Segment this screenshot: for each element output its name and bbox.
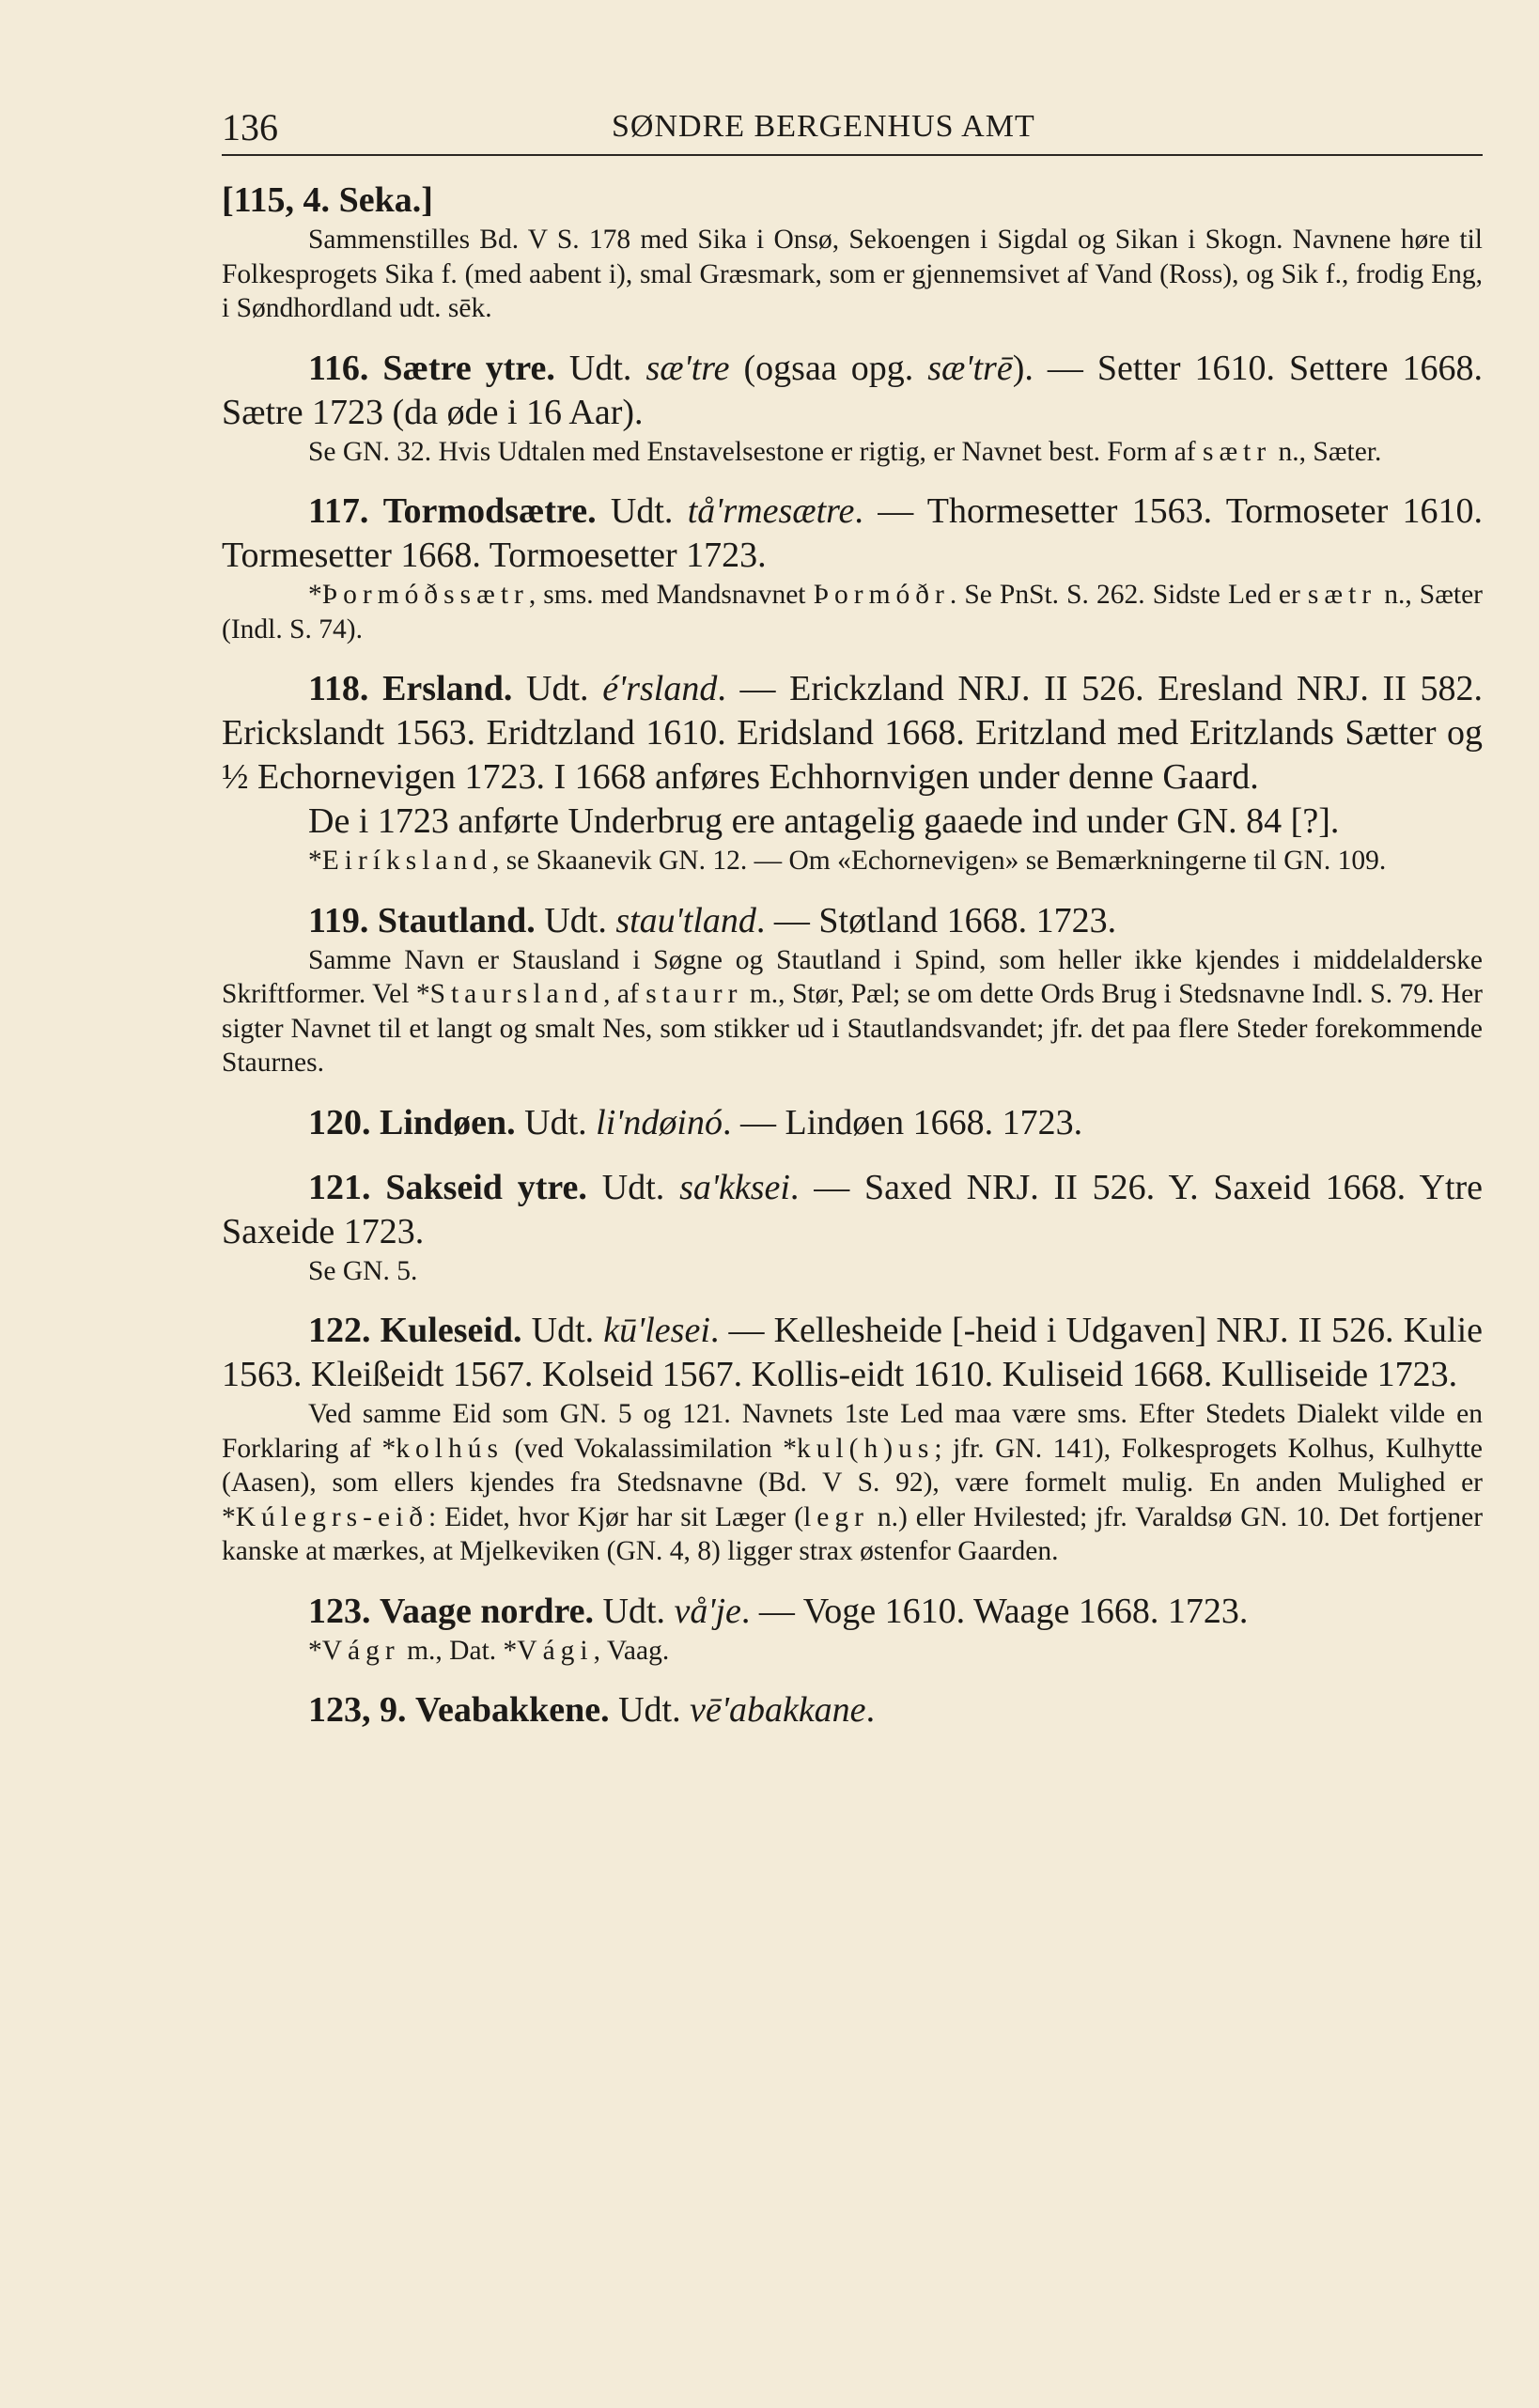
entry-note xyxy=(222,578,1483,646)
entry-text: . — Erickzland NRJ. II 526. Eresland NRJ. II 582. Erickslandt 1563. Eridtzland 1610. Eridsland 1668. Eritzland med Eritzlands Sætter og ½ Echornevigen 1723. I 1668 anføres Echhornvigen under denne Gaard. xyxy=(222,669,1484,797)
entry-number: 117. xyxy=(308,491,369,531)
spaced-form: Vágr xyxy=(321,1635,400,1666)
entry-note xyxy=(222,844,1483,878)
entry-118 xyxy=(222,667,1483,878)
entry-name: Stautland. xyxy=(377,900,536,940)
note-text-c: ; jfr. GN. 141), Folkesprogets Kolhus, Kulhytte (Aasen), som ellers kjendes fra Stedsnavne (Bd. V S. 92), være formelt mulig. En anden Mulighed er * xyxy=(222,1433,1483,1532)
entry-main xyxy=(222,899,1483,943)
note-text-b: (ved Vokalassimilation * xyxy=(514,1433,797,1464)
entry-text: . — Thormesetter 1563. Tormoseter 1610. Tormesetter 1668. Tormoesetter 1723. xyxy=(222,491,1484,575)
note-text-c: m., Stør, Pæl; se om dette Ords Brug i Stedsnavne Indl. S. 79. Her sigter Navnet til et langt og smalt Nes, som stikker ud i Stautlandsvandet; jfr. det paa flere Steder forekommende Staurnes. xyxy=(222,979,1484,1078)
entry-122 xyxy=(222,1309,1483,1569)
entry-number: 118. xyxy=(308,669,369,708)
spaced-form: kul(h)us xyxy=(796,1433,935,1464)
spaced-form: kolhús xyxy=(396,1433,504,1464)
pronunciation: é'rsland xyxy=(602,669,718,708)
entry-115-4 xyxy=(222,179,1483,326)
note-text-b: , Vaag. xyxy=(593,1635,670,1666)
spaced-form: Þormóðssætr xyxy=(321,580,529,610)
note-text-c: n., Sæter (Indl. S. 74). xyxy=(222,580,1483,645)
note-text: Ved samme Eid som GN. 5 og 121. Navnets 1ste Led maa være sms. Efter Stedets Dialekt vilde en Forklaring af * xyxy=(222,1399,1483,1464)
entry-number: 119. xyxy=(308,900,369,940)
asterisk: * xyxy=(308,580,322,610)
note-text-b: n., Sæter. xyxy=(1278,436,1382,467)
entry-name: Sakseid ytre. xyxy=(385,1167,587,1207)
pronunciation: vē'abakkane xyxy=(690,1690,866,1730)
entry-name: Ersland. xyxy=(382,669,513,708)
entry-text: . — Voge 1610. Waage 1668. 1723. xyxy=(740,1591,1249,1631)
page-header xyxy=(222,105,1483,156)
spaced-form: staurr xyxy=(645,979,743,1009)
spaced-form: Vági xyxy=(517,1635,594,1666)
note-text-b: , af xyxy=(603,979,639,1009)
note-text-b: . Se PnSt. S. 262. Sidste Led er xyxy=(949,580,1300,610)
udt-label: Udt. xyxy=(602,1591,665,1631)
entry-note xyxy=(222,1634,1483,1669)
entry-main xyxy=(222,347,1483,435)
entry-heading xyxy=(222,179,1483,223)
note-text: , sms. med Mandsnavnet xyxy=(528,580,806,610)
entry-text: . — Støtland 1668. 1723. xyxy=(755,900,1117,940)
entry-note xyxy=(222,435,1483,470)
entry-name: Kuleseid. xyxy=(380,1311,522,1350)
spaced-form: Þormóðr xyxy=(813,580,950,610)
entry-note: Se GN. 5. xyxy=(308,1255,418,1286)
entry-number: 116. xyxy=(308,348,369,388)
pronunciation: stau'tland xyxy=(615,900,756,940)
entry-text-b: ). — Setter 1610. Settere 1668. Sætre 1723 (da øde i 16 Aar). xyxy=(222,348,1484,432)
entry-117 xyxy=(222,489,1483,646)
note-text: m., Dat. * xyxy=(407,1635,518,1666)
page-number: 136 xyxy=(222,106,278,148)
entry-name: Sætre ytre. xyxy=(382,348,555,388)
entry-123 xyxy=(222,1590,1483,1669)
entry-name: Lindøen. xyxy=(380,1102,516,1142)
pronunciation: kū'lesei xyxy=(603,1311,710,1350)
note-text: Se GN. 32. Hvis Udtalen med Enstavelsestone er rigtig, er Navnet best. Form af xyxy=(308,436,1196,467)
note-text: , se Skaanevik GN. 12. — Om «Echornevigen» se Bemærkningerne til GN. 109. xyxy=(492,846,1387,876)
entry-number: 122. xyxy=(308,1311,371,1350)
udt-label: Udt. xyxy=(618,1690,681,1730)
pronunciation-alt: sæ'trē xyxy=(927,348,1013,388)
entry-main xyxy=(222,489,1483,578)
udt-label: Udt. xyxy=(568,348,632,388)
entry-text: . xyxy=(865,1690,876,1730)
entry-note xyxy=(222,943,1483,1080)
running-title: SØNDRE BERGENHUS AMT xyxy=(612,109,1035,144)
entry-123-9 xyxy=(222,1688,1483,1732)
udt-label: Udt. xyxy=(526,669,589,708)
asterisk: * xyxy=(308,1635,322,1666)
entry-number: [115, 4. xyxy=(222,180,331,220)
spaced-form: legr xyxy=(803,1501,869,1532)
entry-number: 123. xyxy=(308,1591,371,1631)
entry-text: . — Lindøen 1668. 1723. xyxy=(722,1102,1083,1142)
entry-name: Vaage nordre. xyxy=(380,1591,594,1631)
entry-number: 121. xyxy=(308,1167,371,1207)
entry-main xyxy=(222,1590,1483,1634)
entry-main xyxy=(222,1166,1483,1254)
spaced-form: Eiríksland xyxy=(321,846,493,876)
entry-main-2: De i 1723 anførte Underbrug ere antagelig gaaede ind under GN. 84 [?]. xyxy=(308,801,1340,841)
spaced-form: Kúlegrs-eið xyxy=(235,1501,429,1532)
udt-label: Udt. xyxy=(610,491,674,531)
pronunciation: sa'kksei xyxy=(679,1167,790,1207)
entry-name: Tormodsætre. xyxy=(382,491,597,531)
entry-116 xyxy=(222,347,1483,470)
udt-label: Udt. xyxy=(544,900,607,940)
udt-label: Udt. xyxy=(524,1102,587,1142)
note-text: Samme Navn er Stausland i Søgne og Stautland i Spind, som heller ikke kjendes i middelalderske Skriftformer. Vel * xyxy=(222,944,1483,1009)
entry-main xyxy=(222,1309,1483,1397)
entry-119 xyxy=(222,899,1483,1080)
entry-note xyxy=(222,1397,1483,1569)
entry-text: . — Kellesheide [-heid i Udgaven] NRJ. II 526. Kulie 1563. Kleißeidt 1567. Kolseid 1567. Kollis-eidt 1610. Kuliseid 1668. Kulliseide 1723. xyxy=(222,1311,1484,1394)
entry-main xyxy=(222,1688,1483,1732)
asterisk: * xyxy=(308,846,322,876)
entry-number: 120. xyxy=(308,1102,371,1142)
pronunciation: sæ'tre xyxy=(645,348,730,388)
udt-label: Udt. xyxy=(601,1167,665,1207)
pronunciation: tå'rmesætre xyxy=(687,491,855,531)
spaced-form: Staursland xyxy=(429,979,604,1009)
spaced-form: sætr xyxy=(1307,580,1377,610)
entry-number: 123, 9. xyxy=(308,1690,407,1730)
entry-main xyxy=(222,667,1483,800)
note-text-e: n.) eller Hvilested; jfr. Varaldsø GN. 10. Det fortjener kanske at mærkes, at Mjelkeviken (GN. 4, 8) ligger strax østenfor Gaarden. xyxy=(222,1501,1484,1566)
entry-121 xyxy=(222,1166,1483,1289)
pronunciation: vå'je xyxy=(674,1591,741,1631)
article-body xyxy=(222,179,1483,1753)
entry-text: (ogsaa opg. xyxy=(743,348,914,388)
entry-main xyxy=(222,1101,1483,1145)
note-text-d: : Eidet, hvor Kjør har sit Læger ( xyxy=(428,1501,804,1532)
udt-label: Udt. xyxy=(531,1311,595,1350)
entry-name: Seka.] xyxy=(338,180,433,220)
entry-name: Veabakkene. xyxy=(415,1690,610,1730)
entry-120 xyxy=(222,1101,1483,1145)
entry-text: . — Saxed NRJ. II 526. Y. Saxeid 1668. Ytre Saxeide 1723. xyxy=(222,1167,1484,1251)
entry-note: Sammenstilles Bd. V S. 178 med Sika i Onsø, Sekoengen i Sigdal og Sikan i Skogn. Navnene høre til Folkesprogets Sika f. (med aabent i), smal Græsmark, som er gjennemsivet af Vand (Ross), og Sik f., frodig Eng, i Søndhordland udt. sēk. xyxy=(222,225,1483,323)
spaced-form: sætr xyxy=(1202,436,1272,467)
pronunciation: li'ndøinó xyxy=(596,1102,723,1142)
